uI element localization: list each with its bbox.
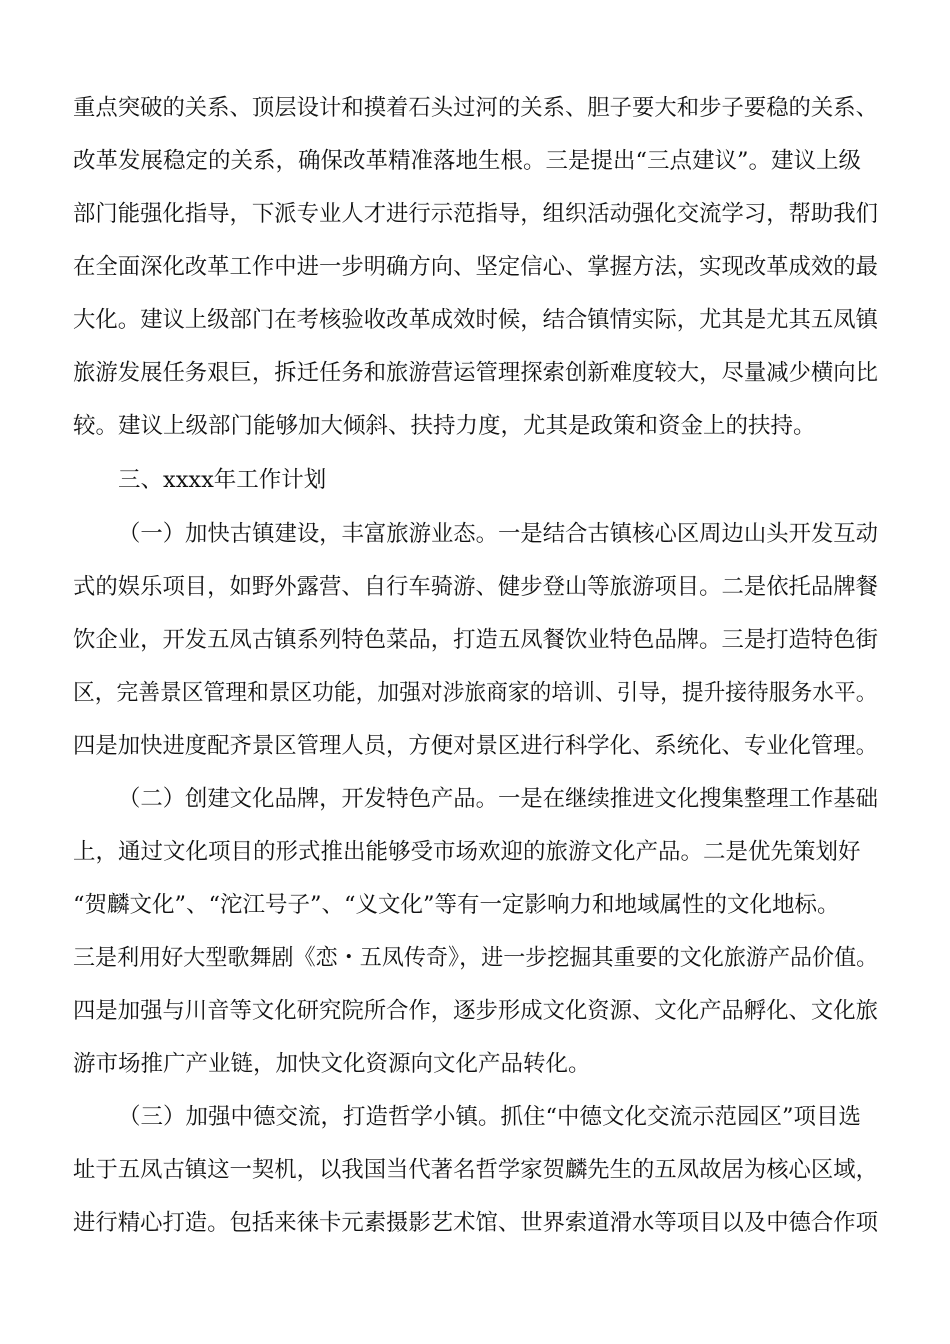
body-line — [0, 676, 950, 710]
line-text: （二）创建文化品牌，开发特色产品。一是在继续推进文化搜集整理工作基础 — [118, 786, 879, 812]
line-text: （一）加快古镇建设，丰富旅游业态。一是结合古镇核心区周边山头开发互动 — [118, 521, 879, 547]
body-line — [0, 623, 950, 657]
line-text: （三）加强中德交流，打造哲学小镇。抓住“中德文化交流示范园区”项目选 — [118, 1104, 862, 1130]
body-line — [0, 888, 950, 922]
body-line — [0, 994, 950, 1028]
section-heading-text: 三、xxxx年工作计划 — [118, 467, 327, 493]
line-text: 在全面深化改革工作中进一步明确方向、坚定信心、掌握方法，实现改革成效的最 — [73, 254, 879, 280]
body-line — [0, 570, 950, 604]
line-text: 上，通过文化项目的形式推出能够受市场欢迎的旅游文化产品。二是优先策划好 — [73, 839, 861, 865]
body-line — [0, 250, 950, 284]
line-text: 部门能强化指导，下派专业人才进行示范指导，组织活动强化交流学习，帮助我们 — [73, 201, 879, 227]
body-line — [0, 782, 950, 816]
line-text: 旅游发展任务艰巨，拆迁任务和旅游营运管理探索创新难度较大，尽量减少横向比 — [73, 360, 879, 386]
line-text: 三是利用好大型歌舞剧《恋・五凤传奇》，进一步挖掘其重要的文化旅游产品价值。 — [73, 945, 879, 971]
line-text: 进行精心打造。包括来徕卡元素摄影艺术馆、世界索道滑水等项目以及中德合作项 — [73, 1210, 879, 1236]
body-line — [0, 835, 950, 869]
body-line — [0, 303, 950, 337]
line-text: 四是加强与川音等文化研究院所合作，逐步形成文化资源、文化产品孵化、文化旅 — [73, 998, 879, 1024]
line-text: 改革发展稳定的关系，确保改革精准落地生根。三是提出“三点建议”。建议上级 — [73, 148, 862, 174]
body-line — [0, 729, 950, 763]
body-line — [0, 1153, 950, 1187]
line-text: 大化。建议上级部门在考核验收改革成效时候，结合镇情实际，尤其是尤其五凤镇 — [73, 307, 879, 333]
line-text: 饮企业，开发五凤古镇系列特色菜品，打造五凤餐饮业特色品牌。三是打造特色街 — [73, 627, 879, 653]
line-text: 式的娱乐项目，如野外露营、自行车骑游、健步登山等旅游项目。二是依托品牌餐 — [73, 574, 879, 600]
line-text: 四是加快进度配齐景区管理人员，方便对景区进行科学化、系统化、专业化管理。 — [73, 733, 879, 759]
line-text: “贺麟文化”、“沱江号子”、“义文化”等有一定影响力和地域属性的文化地标。 — [73, 892, 840, 918]
body-line — [0, 144, 950, 178]
body-line — [0, 409, 950, 443]
body-line — [0, 941, 950, 975]
body-line — [0, 91, 950, 125]
body-line — [0, 1206, 950, 1240]
section-heading — [0, 463, 950, 497]
line-text: 址于五凤古镇这一契机，以我国当代著名哲学家贺麟先生的五凤故居为核心区域， — [73, 1157, 879, 1183]
body-line — [0, 197, 950, 231]
body-line — [0, 1100, 950, 1134]
line-text: 区，完善景区管理和景区功能，加强对涉旅商家的培训、引导，提升接待服务水平。 — [73, 680, 878, 706]
body-line — [0, 356, 950, 390]
line-text: 较。建议上级部门能够加大倾斜、扶持力度，尤其是政策和资金上的扶持。 — [73, 413, 816, 439]
line-text: 重点突破的关系、顶层设计和摸着石头过河的关系、胆子要大和步子要稳的关系、 — [73, 95, 879, 121]
body-line — [0, 1047, 950, 1081]
body-line — [0, 517, 950, 551]
line-text: 游市场推广产业链，加快文化资源向文化产品转化。 — [73, 1051, 591, 1077]
